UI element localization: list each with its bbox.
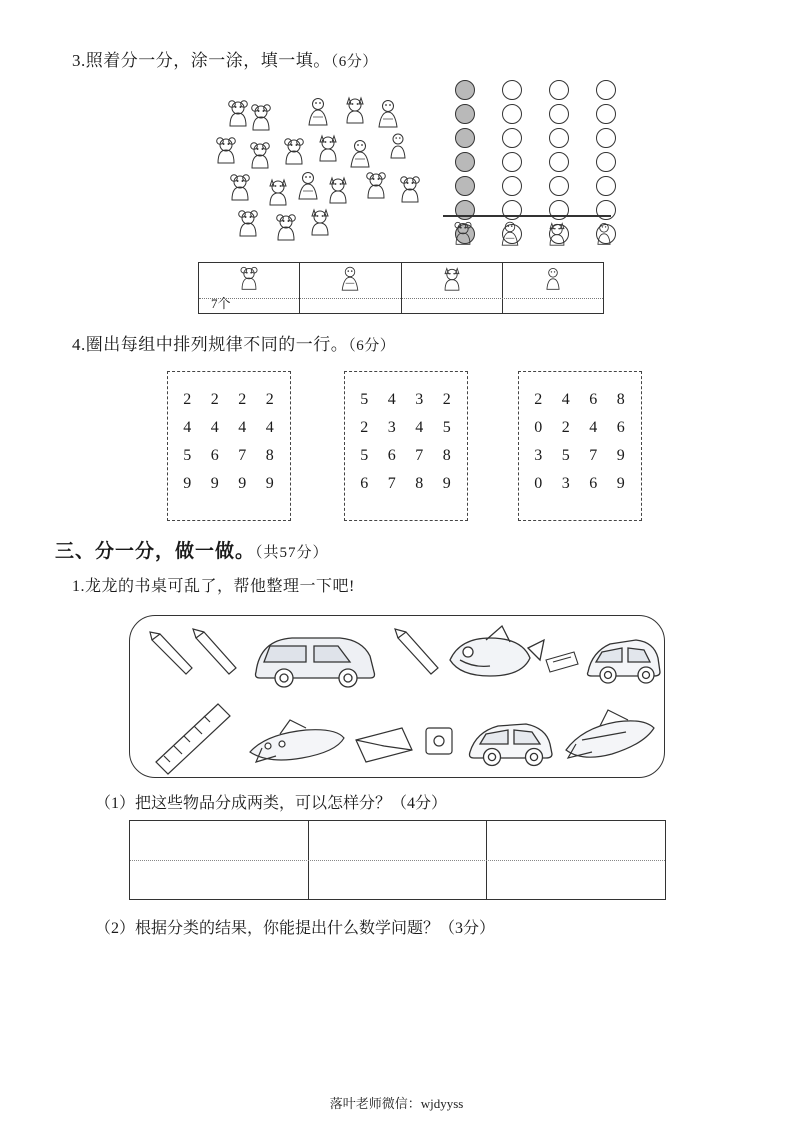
circle-cell — [596, 152, 616, 172]
number-group-1[interactable] — [167, 371, 291, 521]
number-row[interactable] — [174, 447, 284, 465]
number-cell: 9 — [616, 475, 626, 492]
circle-cell — [549, 200, 569, 220]
number-cell: 4 — [265, 419, 275, 436]
sharpener-icon — [426, 728, 452, 754]
eraser-icon — [546, 652, 578, 672]
number-cell: 5 — [360, 447, 370, 464]
section3-q1-sub2-text: （2）根据分类的结果，你能提出什么数学问题？（3分） — [95, 920, 496, 937]
bear-doll-icon — [248, 102, 274, 132]
number-cell: 4 — [589, 419, 599, 436]
circle-cell — [455, 200, 475, 220]
bear-doll-icon — [273, 212, 299, 242]
airplane-icon — [250, 720, 344, 762]
circle-cell — [549, 152, 569, 172]
number-cell: 8 — [442, 447, 452, 464]
number-cell: 8 — [415, 475, 425, 492]
number-cell: 5 — [183, 447, 193, 464]
number-cell: 9 — [616, 447, 626, 464]
table-cell[interactable] — [503, 263, 603, 313]
number-cell: 8 — [616, 391, 626, 408]
circle-cell — [502, 104, 522, 124]
circle-cell — [549, 128, 569, 148]
cat-doll-icon — [342, 94, 368, 124]
cat-doll-icon — [440, 265, 464, 291]
number-cell: 2 — [534, 391, 544, 408]
number-group-2[interactable] — [344, 371, 468, 521]
bear-doll-icon — [363, 170, 389, 200]
circle-cell — [549, 104, 569, 124]
number-row[interactable] — [174, 391, 284, 409]
answer-table-dashed-divider — [130, 860, 665, 861]
car-icon — [588, 640, 661, 683]
number-cell: 4 — [387, 391, 397, 408]
question-4-heading — [72, 330, 395, 355]
circle-cell — [596, 80, 616, 100]
airplane-icon — [566, 710, 654, 758]
cat-doll-icon — [265, 176, 291, 206]
number-row[interactable] — [525, 419, 635, 437]
number-cell: 4 — [183, 419, 193, 436]
number-cell: 8 — [265, 447, 275, 464]
small-doll-icon — [591, 220, 617, 246]
circle-cell — [502, 200, 522, 220]
table-answer: 7个 — [211, 296, 231, 311]
circle-cell — [502, 176, 522, 196]
number-row[interactable] — [525, 447, 635, 465]
footer-watermark: 落叶老师微信：wjdyyss — [329, 1096, 464, 1111]
number-cell: 5 — [442, 419, 452, 436]
circle-cell — [596, 128, 616, 148]
number-cell: 2 — [360, 419, 370, 436]
number-cell: 7 — [415, 447, 425, 464]
number-cell: 4 — [238, 419, 248, 436]
number-cell: 9 — [442, 475, 452, 492]
bear-doll-icon — [397, 174, 423, 204]
circle-cell — [549, 80, 569, 100]
girl-doll-icon — [375, 98, 401, 128]
number-row[interactable] — [351, 475, 461, 493]
car-icon — [470, 724, 553, 766]
number-row[interactable] — [525, 391, 635, 409]
number-cell: 9 — [265, 475, 275, 492]
girl-doll-icon — [338, 265, 362, 291]
table-cell[interactable] — [402, 263, 503, 313]
bear-doll-icon — [235, 208, 261, 238]
number-cell: 4 — [210, 419, 220, 436]
number-cell: 3 — [415, 391, 425, 408]
circle-cell — [596, 200, 616, 220]
number-row[interactable] — [174, 475, 284, 493]
circle-cell — [455, 104, 475, 124]
table-dashed-divider — [199, 298, 603, 299]
section-3-score: （共57分） — [255, 545, 329, 561]
circle-cell — [455, 128, 475, 148]
pencil-icon — [193, 629, 236, 674]
small-doll-icon — [541, 265, 565, 291]
number-cell: 2 — [442, 391, 452, 408]
number-row[interactable] — [351, 391, 461, 409]
circle-cell — [455, 80, 475, 100]
section3-question-1-text: 1.龙龙的书桌可乱了，帮他整理一下吧! — [72, 578, 355, 595]
girl-doll-icon — [347, 138, 373, 168]
section-3-title: 三、分一分，做一做。 — [55, 541, 256, 562]
section3-q1-sub1-text: （1）把这些物品分成两类，可以怎样分？（4分） — [95, 795, 448, 812]
desk-items-illustration — [129, 615, 665, 778]
eraser-icon — [356, 728, 412, 762]
number-row[interactable] — [351, 419, 461, 437]
q3-answer-table — [198, 262, 604, 314]
number-cell: 6 — [589, 475, 599, 492]
question-3-text: 3.照着分一分，涂一涂，填一填。 — [72, 51, 331, 70]
number-cell: 2 — [265, 391, 275, 408]
cat-doll-icon — [544, 220, 570, 246]
ruler-icon — [156, 704, 230, 774]
cat-doll-icon — [325, 174, 351, 204]
circle-cell — [455, 152, 475, 172]
number-cell: 6 — [589, 391, 599, 408]
table-cell[interactable] — [199, 263, 300, 313]
number-cell: 2 — [183, 391, 193, 408]
question-4-text: 4.圈出每组中排列规律不同的一行。 — [72, 335, 349, 354]
circle-cell — [455, 176, 475, 196]
girl-doll-icon — [295, 170, 321, 200]
airplane-icon — [450, 626, 544, 676]
number-cell: 6 — [210, 447, 220, 464]
bear-doll-icon — [237, 265, 261, 291]
section-3-heading — [55, 536, 329, 563]
number-cell: 6 — [616, 419, 626, 436]
number-cell: 7 — [387, 475, 397, 492]
number-cell: 5 — [360, 391, 370, 408]
table-cell[interactable] — [300, 263, 401, 313]
number-row[interactable] — [174, 419, 284, 437]
number-cell: 4 — [415, 419, 425, 436]
number-row[interactable] — [525, 475, 635, 493]
question-3-heading — [72, 46, 378, 71]
number-cell: 3 — [561, 475, 571, 492]
number-cell: 4 — [561, 391, 571, 408]
cat-doll-icon — [307, 206, 333, 236]
circle-cell — [502, 80, 522, 100]
number-cell: 5 — [561, 447, 571, 464]
question-4-score: （6分） — [348, 338, 396, 354]
number-cell: 2 — [210, 391, 220, 408]
number-cell: 0 — [534, 419, 544, 436]
question-3-score: （6分） — [330, 54, 378, 70]
number-group-3[interactable] — [518, 371, 642, 521]
van-icon — [256, 638, 375, 687]
pencil-icon — [395, 629, 438, 674]
bear-doll-icon — [213, 135, 239, 165]
number-cell: 7 — [589, 447, 599, 464]
circle-cell — [502, 152, 522, 172]
bear-doll-icon — [450, 220, 476, 246]
number-cell: 6 — [360, 475, 370, 492]
pencil-icon — [150, 632, 192, 674]
bear-doll-icon — [227, 172, 253, 202]
small-doll-icon — [385, 130, 411, 160]
girl-doll-icon — [497, 220, 523, 246]
circle-cell — [596, 176, 616, 196]
number-cell: 6 — [387, 447, 397, 464]
number-cell: 3 — [534, 447, 544, 464]
number-cell: 2 — [238, 391, 248, 408]
number-cell: 2 — [561, 419, 571, 436]
number-cell: 7 — [238, 447, 248, 464]
chart-baseline — [443, 215, 611, 217]
bear-doll-icon — [281, 136, 307, 166]
cat-doll-icon — [315, 132, 341, 162]
girl-doll-icon — [305, 96, 331, 126]
number-cell: 3 — [387, 419, 397, 436]
circle-cell — [549, 176, 569, 196]
number-cell: 9 — [210, 475, 220, 492]
circle-cell — [596, 104, 616, 124]
number-cell: 9 — [238, 475, 248, 492]
number-row[interactable] — [351, 447, 461, 465]
number-cell: 9 — [183, 475, 193, 492]
number-cell: 0 — [534, 475, 544, 492]
bear-doll-icon — [247, 140, 273, 170]
circle-cell — [502, 128, 522, 148]
